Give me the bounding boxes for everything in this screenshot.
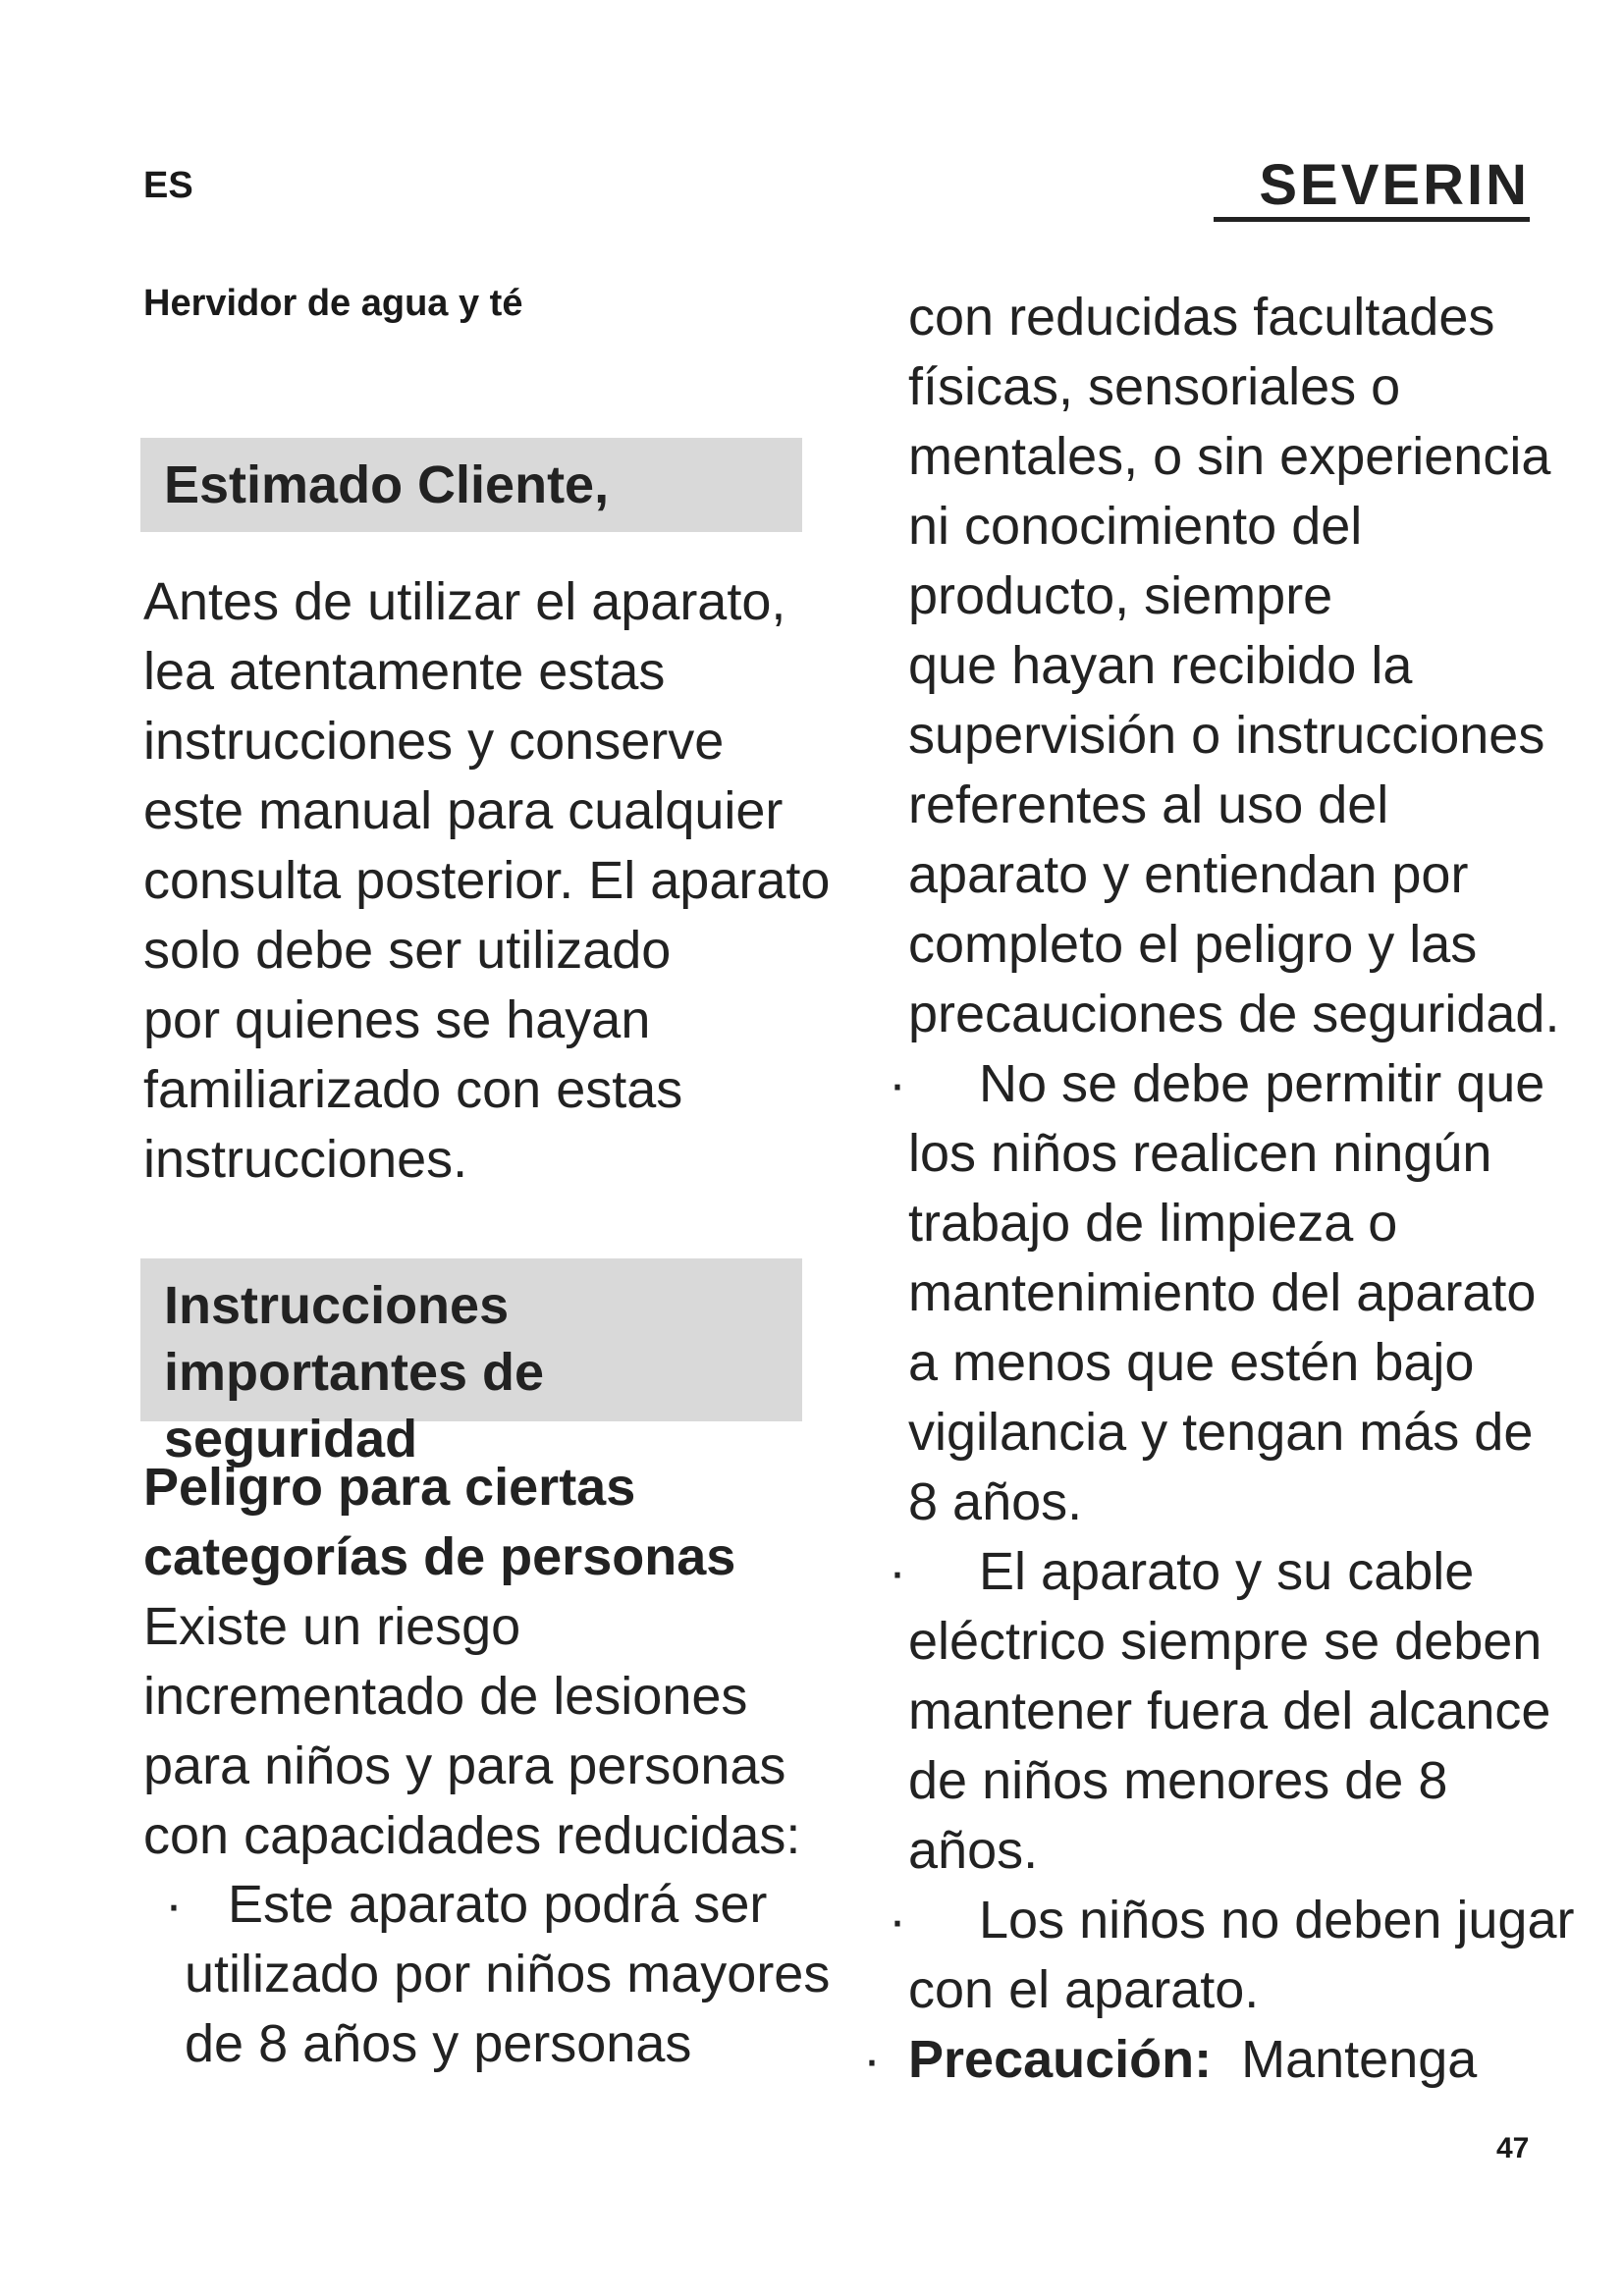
text-line: utilizado por niños mayores bbox=[185, 1945, 831, 2003]
text-line: para niños y para personas bbox=[143, 1736, 786, 1795]
text-line: supervisión o instrucciones bbox=[908, 706, 1545, 765]
text-line: consulta posterior. El aparato bbox=[143, 851, 831, 910]
text-line: Antes de utilizar el aparato, bbox=[143, 572, 786, 631]
caution-item bbox=[863, 2025, 1574, 2095]
text-line: con reducidas facultades bbox=[908, 288, 1495, 347]
text-line: vigilancia y tengan más de bbox=[908, 1403, 1534, 1462]
text-line: trabajo de limpieza o bbox=[908, 1194, 1398, 1253]
danger-paragraph bbox=[143, 1453, 800, 1871]
bullet-item-3 bbox=[889, 1537, 1574, 1886]
bullet-marker: · bbox=[889, 1542, 906, 1601]
text-line: solo debe ser utilizado bbox=[143, 921, 672, 980]
bullet-marker: · bbox=[889, 1891, 906, 1949]
heading-line: importantes de seguridad bbox=[164, 1343, 545, 1468]
caution-label: Precaución: bbox=[908, 2030, 1213, 2089]
text-line: de niños menores de 8 bbox=[908, 1751, 1448, 1810]
text-line: que hayan recibido la bbox=[908, 636, 1413, 695]
text-line: físicas, sensoriales o bbox=[908, 357, 1401, 416]
bullet-item-4 bbox=[889, 1886, 1575, 2025]
text-line: de 8 años y personas bbox=[185, 2014, 692, 2073]
text-line: Existe un riesgo bbox=[143, 1597, 521, 1656]
section-heading-dear-customer: Estimado Cliente, bbox=[140, 438, 802, 532]
caution-text: Mantenga bbox=[1241, 2030, 1478, 2089]
bullet-marker: · bbox=[863, 2030, 881, 2089]
text-line: 8 años. bbox=[908, 1472, 1083, 1531]
severin-logo: SEVERIN bbox=[1214, 157, 1530, 222]
intro-paragraph bbox=[143, 567, 830, 1195]
text-line: este manual para cualquier bbox=[143, 781, 784, 840]
product-subtitle: Hervidor de agua y té bbox=[143, 283, 523, 324]
text-line: referentes al uso del bbox=[908, 775, 1389, 834]
text-line: mentales, o sin experiencia bbox=[908, 427, 1551, 486]
text-line: lea atentamente estas bbox=[143, 642, 666, 701]
heading-line: Instrucciones bbox=[164, 1276, 510, 1335]
text-line: con capacidades reducidas: bbox=[143, 1806, 801, 1865]
text-line: Este aparato podrá ser bbox=[228, 1875, 768, 1934]
bullet-marker: · bbox=[165, 1875, 183, 1934]
language-code: ES bbox=[143, 165, 193, 206]
bullet-item-2 bbox=[889, 1049, 1574, 1537]
text-line: con el aparato. bbox=[908, 1960, 1260, 2019]
text-line: los niños realicen ningún bbox=[908, 1124, 1492, 1183]
page-number: 47 bbox=[1496, 2132, 1530, 2164]
text-line: No se debe permitir que bbox=[979, 1054, 1545, 1113]
text-line: ni conocimiento del bbox=[908, 497, 1363, 556]
text-line: El aparato y su cable bbox=[979, 1542, 1475, 1601]
text-line: por quienes se hayan bbox=[143, 990, 651, 1049]
section-heading-safety bbox=[140, 1258, 802, 1468]
text-line: años. bbox=[908, 1821, 1039, 1880]
right-column bbox=[863, 283, 1575, 2095]
text-line: precauciones de seguridad. bbox=[908, 985, 1560, 1043]
bullet-marker: · bbox=[889, 1054, 906, 1113]
text-line: mantenimiento del aparato bbox=[908, 1263, 1537, 1322]
danger-title-line: Peligro para ciertas bbox=[143, 1458, 636, 1517]
text-line: instrucciones y conserve bbox=[143, 712, 725, 771]
text-line: eléctrico siempre se deben bbox=[908, 1612, 1543, 1671]
danger-title-line: categorías de personas bbox=[143, 1527, 736, 1586]
text-line: incrementado de lesiones bbox=[143, 1667, 748, 1726]
text-line: completo el peligro y las bbox=[908, 915, 1478, 974]
text-line: a menos que estén bajo bbox=[908, 1333, 1475, 1392]
text-line: Los niños no deben jugar bbox=[979, 1891, 1575, 1949]
text-line: producto, siempre bbox=[908, 566, 1333, 625]
text-line: instrucciones. bbox=[143, 1130, 468, 1189]
text-line: aparato y entiendan por bbox=[908, 845, 1469, 904]
text-line: mantener fuera del alcance bbox=[908, 1682, 1551, 1740]
bullet-item-1 bbox=[143, 1870, 830, 2079]
text-line: familiarizado con estas bbox=[143, 1060, 683, 1119]
